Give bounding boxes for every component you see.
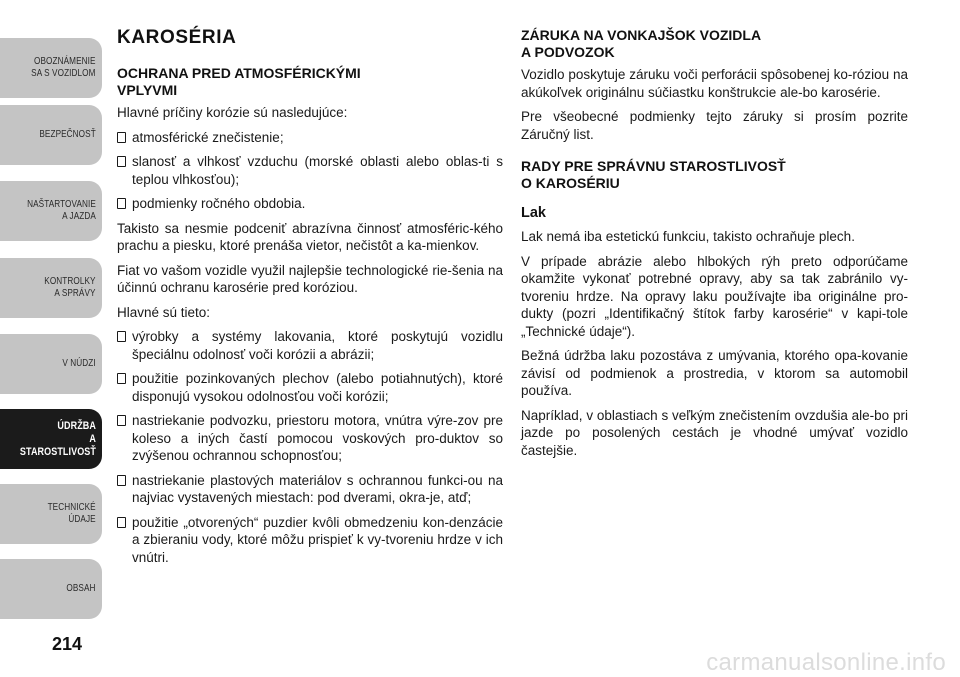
tab-label: V NÚDZI	[62, 358, 96, 369]
tab-technicke-udaje[interactable]	[0, 484, 102, 544]
tab-label: ÚDRŽBA A STAROSTLIVOSŤ	[19, 419, 96, 458]
checkbox-bullet-icon	[117, 198, 126, 209]
abrasive-paragraph: Takisto sa nesmie podceniť abrazívna činnosť atmosféric-kého prachu a piesku, ktoré prenáša vietor, nečistôt a ka-mienkov.	[117, 220, 503, 253]
list-item: nastriekanie podvozku, priestoru motora, vnútra výre-zov pre koleso a iných častí pomocou voskových pro-duktov so zvýšenou ochrannou schopnosťou;	[117, 412, 503, 465]
lak-paragraph-3: Bežná údržba laku pozostáva z umývania, ktorého opa-kovanie závisí od podmienok a prostredia, v ktorom sa automobil používa.	[521, 348, 908, 398]
section-heading-warranty: ZÁRUKA NA VONKAJŠOK VOZIDLA A PODVOZOK	[521, 27, 762, 60]
warranty-paragraph-2: Pre všeobecné podmienky tejto záruky si prosím pozrite Záručný list.	[521, 109, 908, 142]
tab-bezpecnost[interactable]	[0, 105, 102, 165]
tab-kontrolky[interactable]	[0, 258, 102, 318]
list-item: nastriekanie plastových materiálov s ochrannou funkci-ou na najviac vystavených miestach: pod dverami, okra-je, atď;	[117, 472, 503, 507]
list-item: podmienky ročného obdobia.	[117, 195, 503, 213]
corrosion-causes-list	[117, 129, 503, 213]
tab-v-nudzi[interactable]	[0, 334, 102, 394]
list-item: slanosť a vlhkosť vzduchu (morské oblasti alebo oblas-ti s teplou vlhkosťou);	[117, 153, 503, 188]
warranty-paragraph-1: Vozidlo poskytuje záruku voči perforácii spôsobenej ko-róziou na akúkoľvek originálnu súčiastku konštrukcie ale-bo karosérie.	[521, 67, 908, 100]
left-column	[117, 27, 503, 573]
fiat-paragraph: Fiat vo vašom vozidle využil najlepšie technologické rie-šenia na účinnú ochranu karosérie pred koróziou.	[117, 262, 503, 295]
list-item: výrobky a systémy lakovania, ktoré poskytujú vozidlu špeciálnu odolnosť voči korózii a abrázii;	[117, 328, 503, 363]
tab-label: NAŠTARTOVANIE A JAZDA	[27, 199, 96, 222]
checkbox-bullet-icon	[117, 517, 126, 528]
tab-obsah[interactable]	[0, 559, 102, 619]
tab-label: TECHNICKÉ ÚDAJE	[47, 502, 96, 525]
checkbox-bullet-icon	[117, 156, 126, 167]
lak-paragraph-1: Lak nemá iba estetickú funkciu, takisto ochraňuje plech.	[521, 229, 855, 244]
tab-label: BEZPEČNOSŤ	[39, 129, 96, 140]
lak-paragraph-4: Napríklad, v oblastiach s veľkým znečistením ovzdušia ale-bo pri jazde po posolených cestách je vhodné umývať vozidlo častejšie.	[521, 407, 908, 458]
subheading-lak: Lak	[521, 205, 546, 221]
tab-label: OBSAH	[66, 583, 96, 594]
list-item: použitie „otvorených“ puzdier kvôli obmedzeniu kon-denzácie a zbieraniu vody, ktoré môžu prispieť k vy-tvoreniu hrdze v ich vnútri.	[117, 514, 503, 567]
section-heading-atmospheric: OCHRANA PRED ATMOSFÉRICKÝMI VPLYVMI	[117, 65, 361, 98]
checkbox-bullet-icon	[117, 415, 126, 426]
checkbox-bullet-icon	[117, 373, 126, 384]
corrosion-intro: Hlavné príčiny korózie sú nasledujúce:	[117, 105, 348, 120]
page-title: KAROSÉRIA	[117, 27, 237, 48]
tab-label: OBOZNÁMENIE SA S VOZIDLOM	[31, 56, 96, 79]
checkbox-bullet-icon	[117, 475, 126, 486]
tab-label: KONTROLKY A SPRÁVY	[44, 276, 96, 299]
lak-paragraph-2: V prípade abrázie alebo hlbokých rýh preto odporúčame okamžite vykonať potrebné opravy, aby sa tak zabránilo vy-tvoreniu hrdze. Na opravy laku používajte iba originálne pro-dukty (pozri „Identifikačný štítok farby karosérie“ v kapi-tole „Technické údaje“).	[521, 253, 908, 339]
right-column	[521, 27, 908, 466]
list-item: použitie pozinkovaných plechov (alebo potiahnutých), ktoré disponujú vysokou odolnosťou voči korózii;	[117, 370, 503, 405]
protection-measures-list	[117, 328, 503, 566]
tab-udrzba[interactable]	[0, 409, 102, 469]
checkbox-bullet-icon	[117, 331, 126, 342]
list-item: atmosférické znečistenie;	[117, 129, 503, 147]
watermark: carmanualsonline.info	[706, 649, 946, 676]
tab-oboznamenie[interactable]	[0, 38, 102, 98]
page-number: 214	[52, 634, 83, 654]
section-heading-care: RADY PRE SPRÁVNU STAROSTLIVOSŤ O KAROSÉRIU	[521, 158, 786, 191]
tab-nastartovanie[interactable]	[0, 181, 102, 241]
main-measures-intro: Hlavné sú tieto:	[117, 304, 211, 320]
checkbox-bullet-icon	[117, 132, 126, 143]
